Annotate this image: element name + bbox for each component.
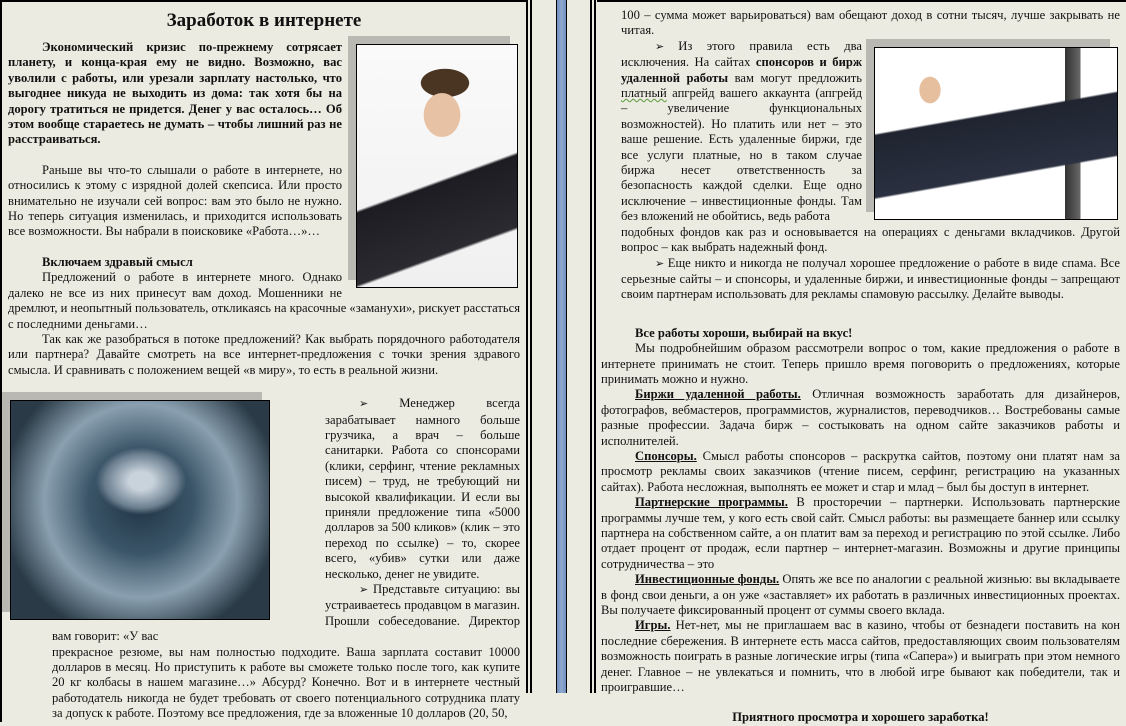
item-text: Отличная возможность заработать для дизайнеров, фотографов, вебмастеров, программистов, журналистов, переводчиков… Востребованы самые разные профессии. Задача бирж – состыковать на одном сайте заказчиков работы и исполнителей. <box>601 387 1120 448</box>
para4-text: Так как же разобраться в потоке предложений? Как выбрать порядочного работодателя или партнера? Давайте смотреть на все интернет-предложения с точки зрения здравого смысла. И сравнивать с положением вещей «в миру», то есть в реальной жизни. <box>8 331 520 377</box>
paragraph-4 <box>8 332 520 378</box>
bold-text: спонсоров и бирж удаленной работы <box>621 55 862 85</box>
monitor-money-photo <box>10 400 270 620</box>
text: вам могут предложить <box>728 70 863 85</box>
page-title: Заработок в интернете <box>166 10 362 31</box>
section-all-jobs <box>601 326 1120 696</box>
bullet-text: ➢ Еще никто и никогда не получал хорошее предложение о работе в виде спама. Все серьезные сайты – и спонсоры, и удаленные биржи, и инвестиционные фонды – запрещают своим партнерам использовать для рекламы спамовую рассылку. Делайте выводы. <box>621 256 1120 303</box>
item-text: Смысл работы спонсоров – раскрутка сайтов, поэтому они платят нам за просмотр рекламы своих заказчиков (чтение писем, серфинг, регистрацию на указанных сайтах). Работа несложная, выполнять ее может и стар и млад – был бы доступ в интернет. <box>601 448 1120 494</box>
section-heading: Все работы хороши, выбирай на вкус! <box>635 325 853 340</box>
bullets-section <box>8 396 520 722</box>
page-border <box>590 0 596 693</box>
item-term: Спонсоры. <box>635 448 697 463</box>
item-term: Игры. <box>635 618 671 633</box>
text: апгрейд вашего аккаунта (апгрейд – увеличение функциональных возможностей). Но платить или нет – это ваше решение. Есть удаленные биржи, где все услуги платные, но в таком случае биржа несет ответственность за безопасность каждой сделки. Еще одно исключение – инвестиционные фонды. Там без вложений не обойтись, ведь работа <box>621 86 862 224</box>
item-text: Нет-нет, мы не приглашаем вас в казино, чтобы от безнадеги поставить на кон последние сбережения. В интернете есть масса сайтов, предоставляющих своим пользователям возможность поиграть в разные логические игры (типа «Сапера») и выиграть при этом немного денег. Главное – не увлекаться и помнить, что в любой игре бывают как победители, так и проигравшие… <box>601 618 1120 695</box>
closing-text: Приятного просмотра и хорошего заработка! <box>732 710 989 725</box>
page-border <box>526 0 532 693</box>
item-term: Партнерские программы. <box>635 495 788 510</box>
closing-line <box>601 710 1120 725</box>
bullet-text: ➢ Представьте ситуацию: вы устраиваетесь продавцом в магазин. Прошли собеседование. Директор вам говорит: «У вас <box>52 582 520 645</box>
right-page <box>597 0 1126 726</box>
item-affiliate <box>601 495 1120 572</box>
item-text: Опять же все по аналогии с реальной жизнью: вы вкладываете в фонд свои деньги, а он уже «заставляет» их работать в различных инвестиционных проектах. Вы получаете фиксированный процент от суммы своего вклада. <box>601 572 1120 618</box>
item-investment-funds <box>601 572 1120 618</box>
item-term: Инвестиционные фонды. <box>635 572 780 587</box>
item-exchanges <box>601 387 1120 449</box>
text: подобных фондов как раз и основывается на операциях с деньгами вкладчиков. Другой вопрос – как выбрать надежный фонд. <box>621 224 1120 255</box>
item-games <box>601 618 1120 695</box>
item-term: Биржи удаленной работы. <box>635 387 801 402</box>
bullet-exceptions-rest <box>621 225 1120 303</box>
left-page <box>0 0 526 722</box>
continued-text: 100 – сумма может варьироваться) вам обещают доход в сотни тысяч, лучше закрывать не читая. <box>621 8 1120 38</box>
intro-text: Экономический кризис по-прежнему сотрясает планету, и конца-края ему не видно. Возможно, вас уволили с работы, или урезали зарплату настолько, что выгоднее никуда не выходить из дома: так хотя бы на дорогу тратиться не придется. Денег у вас осталось… Об этом вообще стараетесь не думать – чтобы лишний раз не расстраиваться. <box>8 40 342 147</box>
bullet-continuation-text: прекрасное резюме, вы нам полностью подходите. Ваша зарплата составит 10000 долларов в месяц. Но приступить к работе вы сможете только после того, как купите 20 кг колбасы в нашем магазине…» Абсурд? Конечно. Вот и в интернете честный работодатель никогда не будет требовать от своего потенциального сотрудника плату за допуск к работе. Поэтому все предложения, где за вложенные 10 долларов (20, 50, <box>52 644 520 721</box>
para3-text: Предложений о работе в интернете много. Однако далеко не все из них принесут вам доход. Мошенники не дремлют, и неопытный пользователь, откликаясь на красочные «заманухи», рискует расстаться с последними деньгами… <box>8 270 520 331</box>
item-sponsors <box>601 449 1120 495</box>
bullet-continuation <box>52 645 520 722</box>
para2-text: Раньше вы что-то слышали о работе в интернете, но относились к этому с изрядной долей скепсиса. Или просто внимательно не изучали сей вопрос: вам это было не нужно. Но теперь ситуация изменилась, и приходится использовать все возможности. Вы набрали в поисковике «Работа…»… <box>8 162 342 239</box>
page-divider <box>556 0 567 693</box>
businessman-laptop-photo <box>356 44 518 288</box>
section-heading: Включаем здравый смысл <box>42 254 193 269</box>
bullet-text: ➢ Менеджер всегда зарабатывает намного больше грузчика, а врач – больше санитарки. Работа со спонсорами (клики, серфинг, чтение рекламных писем) – труд, не требующий ни высокой квалификации. И если вы приняли предложение типа «5000 долларов за 500 кликов» (клик – это переход по ссылке) – то, скорее всего, «убив» сутки или даже несколько, денег не увидите. <box>52 396 520 582</box>
intro-text: Мы подробнейшим образом рассмотрели вопрос о том, какие предложения о работе в интернете принимать не стоит. Теперь пришло время поговорить о предложениях, которые принимать можно и нужно. <box>601 341 1120 386</box>
item-text: В просторечии – партнерки. Использовать партнерские программы лучше тем, у кого есть свой сайт. Смысл работы: вы размещаете баннер или ссылку партнера на собственном сайте, а он платит вам за переход и регистрацию по этой ссылке. Либо отдает процент от продаж, если партнер – интернет-магазин. Возможны и другие принципы сотрудничества – это <box>601 495 1120 571</box>
text: Из этого правила есть два исключения. На сайтах <box>621 38 862 70</box>
spellcheck-word[interactable]: платный <box>621 86 667 101</box>
continued-paragraph <box>621 8 1120 39</box>
businessman-money-monitor-photo <box>874 47 1118 220</box>
